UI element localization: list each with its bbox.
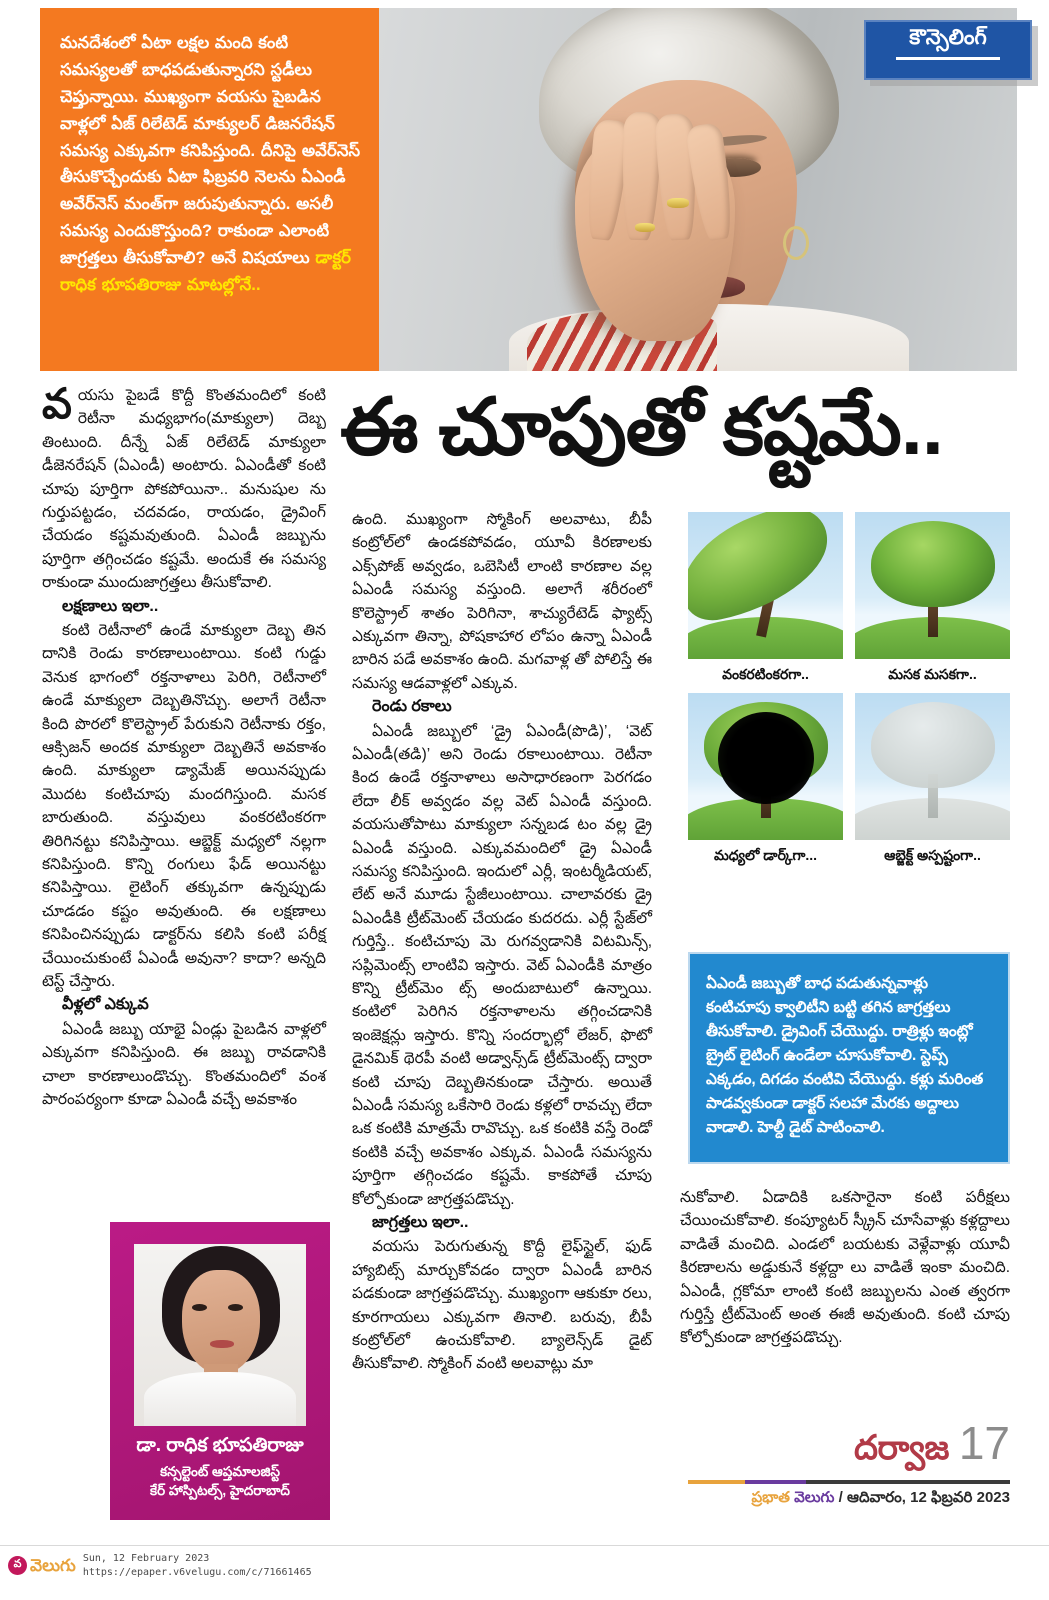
brand-velugu: వెలుగు xyxy=(794,1489,835,1506)
section-badge-label: కౌన్సెలింగ్ xyxy=(909,26,987,49)
vision-symptom-figure-grid xyxy=(688,512,1010,874)
article-column-right xyxy=(680,1186,1010,1350)
lede-text xyxy=(60,30,361,299)
ring-shape xyxy=(667,198,689,208)
precautions-callout-box: ఏఎండీ జబ్బుతో బాధ పడుతున్నవాళ్లు కంటిచూపు క్వాలిటీని బట్టి తగిన జాగ్రత్తలు తీసుకోవాలి. డ్రైవింగ్ చేయొద్దు. రాత్రిళ్లు ఇంట్లో బ్రైట్ లైటింగ్ ఉండేలా చూసుకోవాలి. స్టెప్స్ ఎక్కడం, దిగడం వంటివి చేయొద్దు. కళ్లు మరింత పాడవ్వకుండా డాక్టర్ సలహా మేరకు అద్దాలు వాడాలి. హెల్దీ డైట్ పాటించాలి. xyxy=(688,952,1010,1164)
doctor-eye-shape xyxy=(228,1304,243,1311)
figure-caption: ఆబ్జెక్ట్ అస్పష్టంగా.. xyxy=(884,846,981,863)
section-title-darwaja: దర్వాజ xyxy=(854,1429,949,1467)
tree-image-distorted xyxy=(688,512,843,659)
doctor-face-shape xyxy=(182,1270,260,1374)
section-badge-counselling xyxy=(864,20,1032,80)
dark-spot-shape xyxy=(718,712,814,804)
top-banner xyxy=(40,8,1017,371)
doctor-name: డా. రాధిక భూపతిరాజు xyxy=(136,1435,304,1456)
doctor-organisation: కేర్ హాస్పిటల్స్, హైదరాబాద్ xyxy=(150,1483,290,1499)
doctor-photo xyxy=(134,1244,306,1426)
watermark-meta xyxy=(83,1552,312,1579)
brand-prabhatha: ప్రభాత xyxy=(751,1489,790,1506)
watermark-url[interactable]: https://epaper.v6velugu.com/c/71661465 xyxy=(82,1566,312,1578)
article-column-middle xyxy=(352,508,652,1376)
figure-cell xyxy=(688,512,843,693)
doctor-coat-shape xyxy=(144,1372,296,1426)
page-number: 17 xyxy=(958,1417,1010,1469)
figure-caption: మసక మసకగా.. xyxy=(888,666,977,682)
crown-shape xyxy=(871,702,995,788)
mid-paragraph-3: వయసు పెరుగుతున్న కొద్దీ లైఫ్‌స్టైల్, ఫుడ్ హ్యాబిట్స్ మార్చుకోవడం ద్వారా ఏఎండీ బారిన పడకుండా జాగ్రత్తపడొచ్చు. ముఖ్యంగా ఆకుకూ రలు, కూరగాయలు ఎక్కువగా తినాలి. బరువు, బీపీ కంట్రోల్‌లో ఉంచుకోవాలి. బ్యాలెన్స్‌డ్ డైట్ తీసుకోవాలి. స్మోకింగ్ వంటి అలవాట్లు మా xyxy=(352,1238,652,1373)
doctor-eye-shape xyxy=(192,1304,207,1311)
mid-subheading-precautions: జాగ్రత్తలు ఇలా.. xyxy=(372,1214,469,1232)
figure-cell xyxy=(855,693,1010,874)
article-column-left xyxy=(42,380,326,1111)
doctor-lip-shape xyxy=(210,1340,234,1348)
lede-doctor-name: డాక్టర్ రాధిక భూపతిరాజు xyxy=(60,249,352,295)
lede-tail: మాటల్లోనే.. xyxy=(181,276,261,295)
right-paragraph-1: నుకోవాలి. ఏడాదికి ఒకసారైనా కంటి పరీక్షలు చేయించుకోవాలి. కంప్యూటర్ స్క్రీన్ చూసేవాళ్లు కళ్లద్దాలు వాడితే మంచిది. ఎండలో బయటకు వెళ్లేవాళ్లు యూవీ కిరణాలను అడ్డుకునే కళ్లద్దా లు వాడితే ఇంకా మంచిది. ఏఎండీ, గ్లకోమా లాంటి కంటి జబ్బులను ఎంత త్వరగా గుర్తిస్తే ట్రీట్‌మెంట్ అంత ఈజీ అవుతుంది. కంటి చూపు కోల్పోకుండా జాగ్రత్తపడొచ్చు. xyxy=(680,1189,1010,1347)
masthead-dateline xyxy=(688,1489,1010,1510)
velugu-logo xyxy=(8,1556,76,1575)
lede-text-main: మనదేశంలో ఏటా లక్షల మంది కంటి సమస్యలతో బాధపడుతున్నారని స్టడీలు చెప్తున్నాయి. ముఖ్యంగా వయసు పైబడిన వాళ్లలో ఏజ్ రిలేటెడ్ మాక్యులర్ డిజనరేషన్ సమస్య ఎక్కువగా కనిపిస్తుంది. దీనిపై అవేర్‌నెస్ తీసుకొచ్చేందుకు ఏటా ఫిబ్రవరి నెలను ఏఎండీ అవేర్‌నెస్ మంత్‌గా జరుపుతున్నారు. అసలీ సమస్య ఎందుకొస్తుంది? రాకుండా ఎలాంటి జాగ్రత్తలు తీసుకోవాలి? అనే విషయాలు xyxy=(60,34,361,268)
masthead-rule xyxy=(688,1480,1010,1484)
ring-shape xyxy=(635,223,655,232)
mid-paragraph-1: ఉంది. ముఖ్యంగా స్మోకింగ్ అలవాటు, బీపీ కంట్రోల్‌లో ఉండకపోవడం, యూవీ కిరణాలకు ఎక్స్‌పోజ్ అవ్వడం, ఒబెసిటీ లాంటి కారణాల వల్ల ఏఎండీ సమస్య వస్తుంది. అలాగే శరీరంలో కొలెస్ట్రాల్ శాతం పెరిగినా, శాచ్యురేటెడ్ ఫ్యాట్స్ ఎక్కువగా తిన్నా, పోషకాహార లోపం ఉన్నా ఏఎండీ బారిన పడే అవకాశం ఉంది. మగవాళ్ల తో పోలిస్తే ఈ సమస్య ఆడవాళ్లలో ఎక్కువ. xyxy=(352,511,652,692)
watermark-date: Sun, 12 February 2023 xyxy=(82,1553,210,1564)
left-paragraph-1: వయసు పైబడే కొద్దీ కొంతమందిలో కంటి రెటీనా మధ్యభాగం(మాక్యులా) దెబ్బ తింటుంది. దీన్నే ఏజ్ రిలేటెడ్ మాక్యులా డీజెనరేషన్ (ఏఎండీ) అంటారు. ఏఎండీతో కంటి చూపు పూర్తిగా పోకపోయినా.. మనుషుల ను గుర్తుపట్టడం, చదవడం, రాయడం, డ్రైవింగ్ చేయడం కష్టమవుతుంది. ఏఎండీ జబ్బును పూర్తిగా తగ్గించడం కష్టమే. అందుకే ఈ సమస్య రాకుండా ముందుజాగ్రత్తలు తీసుకోవాలి. xyxy=(42,380,326,592)
velugu-logo-mark-icon: వ xyxy=(8,1556,27,1575)
doctor-profile-card xyxy=(110,1222,330,1520)
left-paragraph-3: ఏఎండీ జబ్బు యాభై ఏండ్లు పైబడిన వాళ్లలో ఎక్కువగా కనిపిస్తుంది. ఈ జబ్బు రావడానికి చాలా కారణాలుండొచ్చు. కొంతమందిలో వంశ పారంపర్యంగా కూడా ఏఎండీ వచ్చే అవకాశం xyxy=(42,1020,326,1108)
page-masthead xyxy=(688,1417,1010,1510)
rule-segment-black xyxy=(806,1480,1010,1484)
rule-segment-purple xyxy=(745,1480,806,1484)
tree-image-faded xyxy=(855,693,1010,840)
watermark-divider xyxy=(0,1545,1049,1546)
figure-caption: వంకరటింకరగా.. xyxy=(722,666,809,682)
epaper-watermark xyxy=(8,1552,312,1579)
tree-image-central-dark-spot xyxy=(688,693,843,840)
masthead-title-row xyxy=(688,1417,1010,1476)
earring-shape xyxy=(783,226,809,260)
publication-date: / ఆదివారం, 12 ఫిబ్రవరి 2023 xyxy=(838,1489,1010,1506)
page-headline: ఈ చూపుతో కష్టమే.. xyxy=(340,382,943,471)
left-subheading-symptoms: లక్షణాలు ఇలా.. xyxy=(62,597,159,615)
figure-cell xyxy=(688,693,843,874)
figure-caption: మధ్యలో డార్క్‌గా... xyxy=(713,846,818,863)
velugu-logo-text: వెలుగు xyxy=(30,1556,76,1575)
crown-shape xyxy=(688,512,831,628)
mid-paragraph-2: ఏఎండీ జబ్బులో ‘డ్రై ఏఎండీ(పొడి)’, ‘వెట్ ఏఎండీ(తడి)’ అని రెండు రకాలుంటాయి. రెటీనా కింద ఉండే రక్తనాళాలు అసాధారణంగా పెరగడం లేదా లీక్ అవ్వడం వల్ల వెట్ ఏఎండీ వస్తుంది. వయసుతోపాటు మాక్యులా సన్నబడ టం వల్ల డ్రై ఏఎండీ వస్తుంది. ఎక్కువమందిలో డ్రై ఏఎండీ సమస్య కనిపిస్తుంది. ఇందులో ఎర్లీ, ఇంటర్మీడియట్, లేట్ అనే మూడు స్టేజీలుంటాయి. చాలావరకు డ్రై ఏఎండీకి ట్రీట్‌మెంట్ చేయడం కుదరదు. ఎర్లీ స్టేజ్‌లో గుర్తిస్తే.. కంటిచూపు మె రుగవ్వడానికి విటమిన్స్, సప్లిమెంట్స్ లాంటివి ఇస్తారు. వెట్ ఏఎండీకి మాత్రం కొన్ని ట్రీట్‌మెం ట్స్ అందుబాటులో ఉన్నాయి. కంటిలో పెరిగిన రక్తనాళాలను తగ్గించడానికి ఇంజెక్షన్లు ఇస్తారు. కొన్ని సందర్భాల్లో లేజర్, ఫొటో డైనమిక్ థెరపీ వంటి అడ్వాన్స్‌డ్ ట్రీట్‌మెంట్స్ ద్వారా కంటి చూపు దెబ్బతినకుండా చేస్తారు. అయితే ఏఎండీ సమస్య ఒకేసారి రెండు కళ్లలో రావచ్చు లేదా ఒక కంటికి మాత్రమే రావొచ్చు. ఒక కంటికి వస్తే రెండో కంటికి వచ్చే అవకాశం ఎక్కువ. ఏఎండీ సమస్యను పూర్తిగా తగ్గించడం కష్టమే. కాకపోతే చూపు కోల్పోకుండా జాగ్రత్తపడొచ్చు. xyxy=(352,722,652,1208)
figure-cell xyxy=(855,512,1010,693)
tree-image-blurry xyxy=(855,512,1010,659)
left-subheading-risk-groups: వీళ్లలో ఎక్కువ xyxy=(62,996,149,1014)
rule-segment-orange xyxy=(688,1480,745,1484)
left-paragraph-2: కంటి రెటీనాలో ఉండే మాక్యులా దెబ్బ తిన దానికి రెండు కారణాలుంటాయి. కంటి గుడ్డు వెనుక భాగంలో రక్తనాళాలు పెరిగి, రెటీనాలో ఉండే మాక్యులా దెబ్బతినొచ్చు. అలాగే రెటీనా కింది పొరలో కొలెస్ట్రాల్ పేరుకుని రెటీనాకు రక్తం, ఆక్సిజన్ అందక మాక్యులా దెబ్బతినే అవకాశం ఉంది. మాక్యులా డ్యామేజ్ అయినప్పుడు మొదట కంటిచూపు మందగిస్తుంది. మసక బారుతుంది. వస్తువులు వంకరటింకరగా తిరిగినట్టు కనిపిస్తాయి. ఆబ్జెక్ట్ మధ్యలో నల్లగా కనిపిస్తుంది. కొన్ని రంగులు ఫేడ్ అయినట్టు కనిపిస్తాయి. లైటింగ్ తక్కువగా ఉన్నప్పుడు చూడడం కష్టం అవుతుంది. ఈ లక్షణాలు కనిపించినప్పుడు డాక్టర్‌ను కలిసి కంటి పరీక్ష చేయించుకుంటే ఏఎండీ అవునా? కాదా? అన్నది టెస్ట్ చేస్తారు. xyxy=(42,621,326,991)
figure-row xyxy=(688,693,1010,874)
badge-underline xyxy=(896,57,1000,60)
lede-panel xyxy=(40,8,379,371)
doctor-role: కన్సల్టెంట్ ఆప్తమాలజిస్ట్ xyxy=(160,1463,280,1479)
figure-row xyxy=(688,512,1010,693)
mid-subheading-two-types: రెండు రకాలు xyxy=(372,698,452,716)
crown-shape xyxy=(871,521,995,607)
